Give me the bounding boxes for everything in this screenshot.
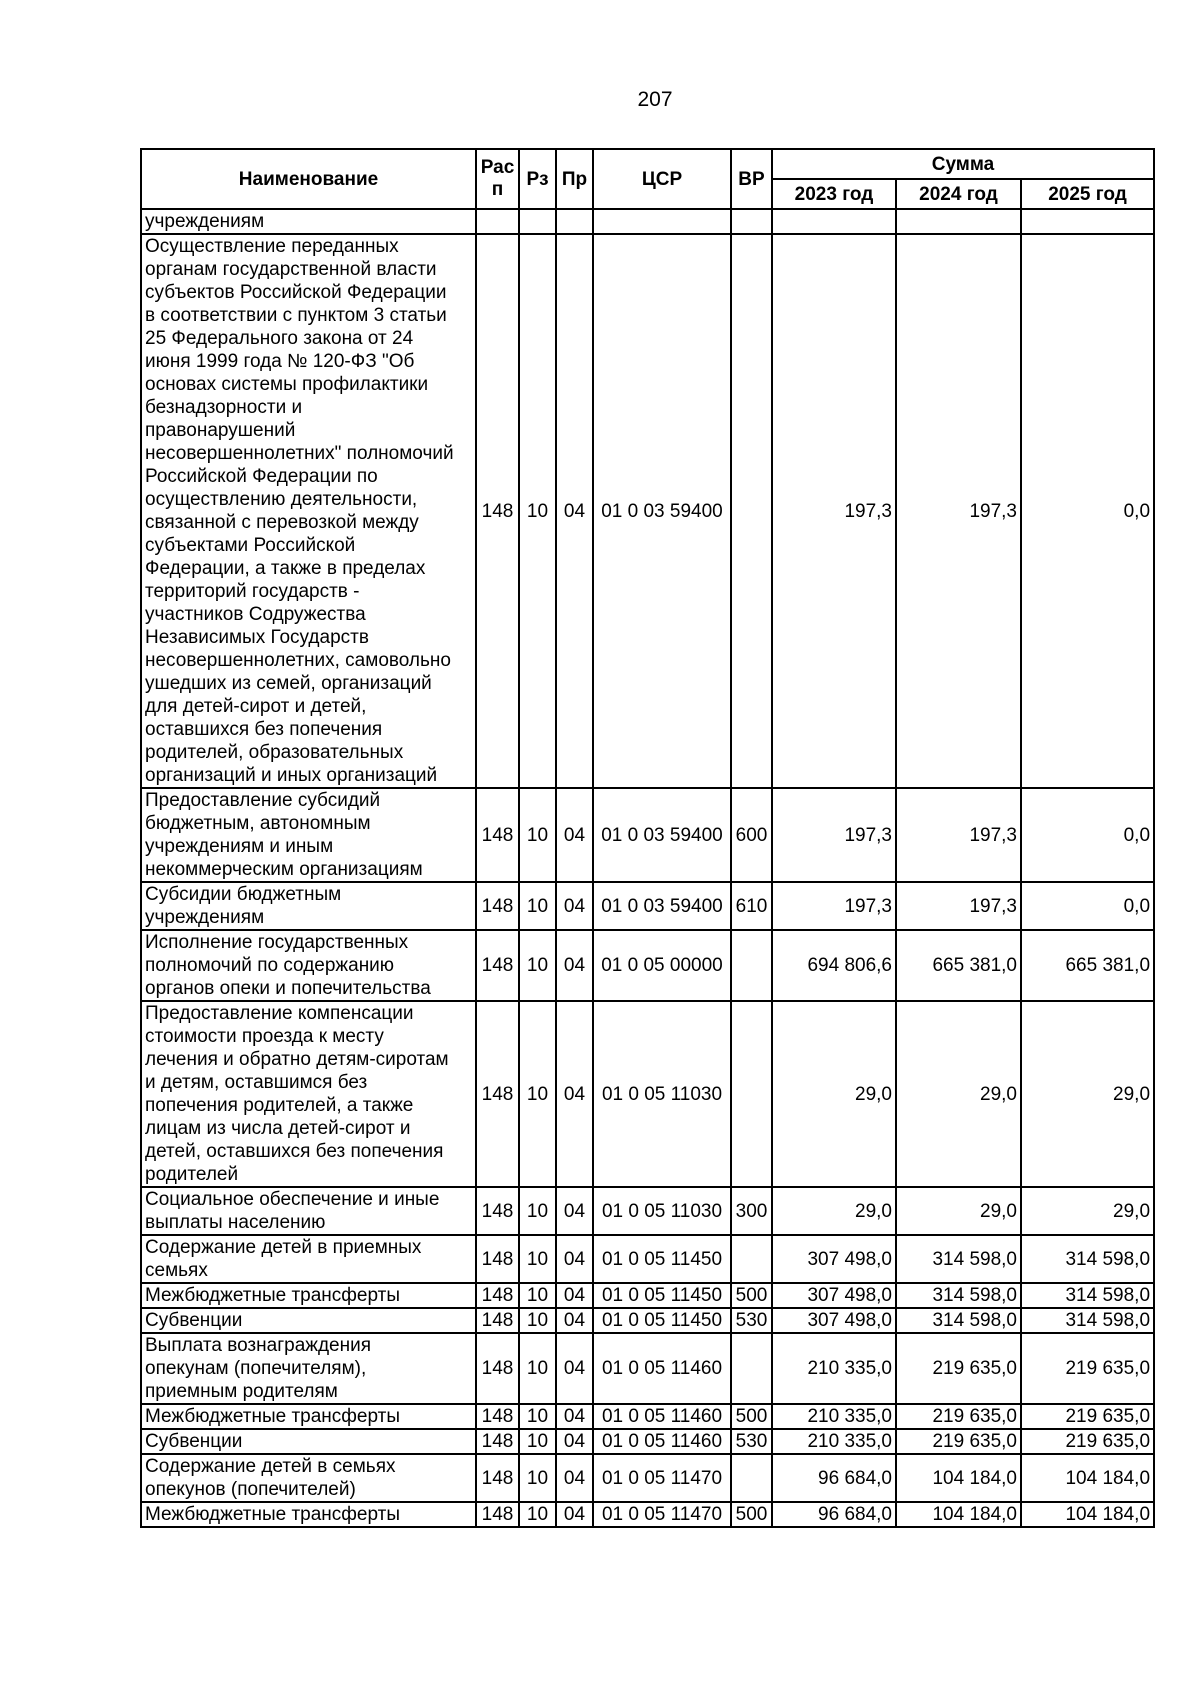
cell-2023: 29,0 xyxy=(772,1001,896,1187)
cell-rasp: 148 xyxy=(476,882,519,930)
cell-2025: 314 598,0 xyxy=(1021,1283,1154,1308)
table-row xyxy=(141,1308,1154,1333)
cell-pr: 04 xyxy=(556,1283,593,1308)
cell-2024: 314 598,0 xyxy=(896,1283,1021,1308)
cell-rz: 10 xyxy=(519,1283,556,1308)
cell-2023: 29,0 xyxy=(772,1187,896,1235)
table-row xyxy=(141,1235,1154,1283)
cell-pr: 04 xyxy=(556,1429,593,1454)
header-name: Наименование xyxy=(141,149,476,209)
header-row xyxy=(141,149,1154,179)
cell-vr: 500 xyxy=(731,1404,772,1429)
cell-rz: 10 xyxy=(519,1429,556,1454)
cell-csr: 01 0 05 11450 xyxy=(593,1235,731,1283)
cell-name: Предоставление компенсации стоимости проезда к месту лечения и обратно детям-сиротам и детям, оставшимся без попечения родителей, а также лицам из числа детей-сирот и детей, оставшихся без попечения родителей xyxy=(141,1001,476,1187)
cell-csr: 01 0 05 11460 xyxy=(593,1404,731,1429)
cell-csr: 01 0 05 11450 xyxy=(593,1308,731,1333)
cell-vr: 500 xyxy=(731,1283,772,1308)
cell-pr: 04 xyxy=(556,234,593,788)
cell-vr: 600 xyxy=(731,788,772,882)
cell-rz xyxy=(519,209,556,234)
table-row xyxy=(141,1333,1154,1404)
table-row xyxy=(141,1502,1154,1527)
cell-rasp xyxy=(476,209,519,234)
cell-rasp: 148 xyxy=(476,1308,519,1333)
table-row xyxy=(141,788,1154,882)
cell-2025: 0,0 xyxy=(1021,788,1154,882)
budget-table xyxy=(140,148,1155,1528)
cell-2023: 197,3 xyxy=(772,788,896,882)
table-row xyxy=(141,930,1154,1001)
cell-2025: 29,0 xyxy=(1021,1187,1154,1235)
cell-rasp: 148 xyxy=(476,234,519,788)
cell-vr: 530 xyxy=(731,1429,772,1454)
cell-2025: 314 598,0 xyxy=(1021,1308,1154,1333)
cell-pr: 04 xyxy=(556,1454,593,1502)
cell-rasp: 148 xyxy=(476,1333,519,1404)
cell-vr xyxy=(731,234,772,788)
cell-rz: 10 xyxy=(519,882,556,930)
cell-rz: 10 xyxy=(519,1308,556,1333)
header-csr: ЦСР xyxy=(593,149,731,209)
cell-name: Межбюджетные трансферты xyxy=(141,1502,476,1527)
cell-csr xyxy=(593,209,731,234)
cell-2023: 210 335,0 xyxy=(772,1404,896,1429)
table-row xyxy=(141,1187,1154,1235)
cell-name: Субсидии бюджетным учреждениям xyxy=(141,882,476,930)
cell-2023: 197,3 xyxy=(772,882,896,930)
table-row xyxy=(141,209,1154,234)
cell-pr: 04 xyxy=(556,1001,593,1187)
cell-rz: 10 xyxy=(519,1235,556,1283)
cell-2023: 307 498,0 xyxy=(772,1283,896,1308)
cell-rz: 10 xyxy=(519,1001,556,1187)
cell-2024: 197,3 xyxy=(896,788,1021,882)
cell-csr: 01 0 05 11030 xyxy=(593,1001,731,1187)
cell-name: Социальное обеспечение и иные выплаты населению xyxy=(141,1187,476,1235)
cell-2024 xyxy=(896,209,1021,234)
cell-vr xyxy=(731,930,772,1001)
cell-csr: 01 0 05 11460 xyxy=(593,1333,731,1404)
cell-name: Содержание детей в семьях опекунов (попечителей) xyxy=(141,1454,476,1502)
header-2024: 2024 год xyxy=(896,179,1021,209)
cell-2024: 314 598,0 xyxy=(896,1235,1021,1283)
cell-pr: 04 xyxy=(556,1404,593,1429)
cell-2023: 210 335,0 xyxy=(772,1429,896,1454)
cell-rz: 10 xyxy=(519,1404,556,1429)
cell-csr: 01 0 03 59400 xyxy=(593,234,731,788)
cell-2024: 197,3 xyxy=(896,882,1021,930)
cell-rasp: 148 xyxy=(476,1502,519,1527)
cell-2023: 96 684,0 xyxy=(772,1502,896,1527)
cell-pr: 04 xyxy=(556,1187,593,1235)
cell-name: Содержание детей в приемных семьях xyxy=(141,1235,476,1283)
cell-vr xyxy=(731,1235,772,1283)
cell-rz: 10 xyxy=(519,788,556,882)
cell-csr: 01 0 05 11460 xyxy=(593,1429,731,1454)
header-vr: ВР xyxy=(731,149,772,209)
cell-name: Осуществление переданных органам государственной власти субъектов Российской Федерации в соответствии с пунктом 3 статьи 25 Федерального закона от 24 июня 1999 года № 120-ФЗ "Об основах системы профилактики безнадзорности и правонарушений несовершеннолетних" полномочий Российской Федерации по осуществлению деятельности, связанной с перевозкой между субъектами Российской Федерации, а также в пределах территорий государств - участников Содружества Независимых Государств несовершеннолетних, самовольно ушедших из семей, организаций для детей-сирот и детей, оставшихся без попечения родителей, образовательных организаций и иных организаций xyxy=(141,234,476,788)
cell-2025: 104 184,0 xyxy=(1021,1454,1154,1502)
cell-rz: 10 xyxy=(519,234,556,788)
table-row xyxy=(141,1283,1154,1308)
cell-vr xyxy=(731,1001,772,1187)
cell-csr: 01 0 05 11030 xyxy=(593,1187,731,1235)
cell-csr: 01 0 05 00000 xyxy=(593,930,731,1001)
cell-2023: 197,3 xyxy=(772,234,896,788)
header-2025: 2025 год xyxy=(1021,179,1154,209)
cell-2025: 219 635,0 xyxy=(1021,1429,1154,1454)
cell-2025: 29,0 xyxy=(1021,1001,1154,1187)
cell-name: Предоставление субсидий бюджетным, автономным учреждениям и иным некоммерческим организациям xyxy=(141,788,476,882)
cell-rasp: 148 xyxy=(476,1283,519,1308)
cell-name: Субвенции xyxy=(141,1308,476,1333)
cell-vr: 530 xyxy=(731,1308,772,1333)
cell-rz: 10 xyxy=(519,1454,556,1502)
header-2023: 2023 год xyxy=(772,179,896,209)
cell-rasp: 148 xyxy=(476,1454,519,1502)
cell-2023: 210 335,0 xyxy=(772,1333,896,1404)
cell-2024: 29,0 xyxy=(896,1187,1021,1235)
cell-2024: 219 635,0 xyxy=(896,1429,1021,1454)
cell-pr: 04 xyxy=(556,1235,593,1283)
cell-vr: 610 xyxy=(731,882,772,930)
cell-rz: 10 xyxy=(519,1502,556,1527)
cell-2023: 307 498,0 xyxy=(772,1235,896,1283)
cell-pr xyxy=(556,209,593,234)
cell-rasp: 148 xyxy=(476,930,519,1001)
cell-vr: 300 xyxy=(731,1187,772,1235)
cell-csr: 01 0 05 11470 xyxy=(593,1502,731,1527)
cell-2023: 96 684,0 xyxy=(772,1454,896,1502)
cell-2025: 0,0 xyxy=(1021,234,1154,788)
table-row xyxy=(141,882,1154,930)
page-number: 207 xyxy=(637,88,673,111)
cell-rasp: 148 xyxy=(476,1187,519,1235)
cell-vr xyxy=(731,209,772,234)
header-rz: Рз xyxy=(519,149,556,209)
cell-pr: 04 xyxy=(556,930,593,1001)
cell-vr xyxy=(731,1333,772,1404)
cell-name: учреждениям xyxy=(141,209,476,234)
cell-csr: 01 0 05 11470 xyxy=(593,1454,731,1502)
header-pr: Пр xyxy=(556,149,593,209)
cell-2024: 665 381,0 xyxy=(896,930,1021,1001)
cell-pr: 04 xyxy=(556,1502,593,1527)
cell-vr xyxy=(731,1454,772,1502)
cell-2024: 104 184,0 xyxy=(896,1502,1021,1527)
table-row xyxy=(141,1454,1154,1502)
cell-pr: 04 xyxy=(556,788,593,882)
cell-2024: 197,3 xyxy=(896,234,1021,788)
cell-rz: 10 xyxy=(519,930,556,1001)
cell-2025: 219 635,0 xyxy=(1021,1333,1154,1404)
cell-vr: 500 xyxy=(731,1502,772,1527)
cell-2023: 307 498,0 xyxy=(772,1308,896,1333)
header-sum: Сумма xyxy=(772,149,1154,179)
table-row xyxy=(141,1429,1154,1454)
cell-2024: 314 598,0 xyxy=(896,1308,1021,1333)
cell-2024: 219 635,0 xyxy=(896,1333,1021,1404)
cell-2025 xyxy=(1021,209,1154,234)
cell-pr: 04 xyxy=(556,882,593,930)
cell-pr: 04 xyxy=(556,1308,593,1333)
cell-2023: 694 806,6 xyxy=(772,930,896,1001)
cell-csr: 01 0 03 59400 xyxy=(593,882,731,930)
cell-rasp: 148 xyxy=(476,1001,519,1187)
cell-2025: 104 184,0 xyxy=(1021,1502,1154,1527)
cell-rasp: 148 xyxy=(476,1404,519,1429)
cell-2024: 29,0 xyxy=(896,1001,1021,1187)
table-row xyxy=(141,1001,1154,1187)
cell-name: Исполнение государственных полномочий по содержанию органов опеки и попечительства xyxy=(141,930,476,1001)
cell-name: Межбюджетные трансферты xyxy=(141,1283,476,1308)
cell-name: Выплата вознаграждения опекунам (попечителям), приемным родителям xyxy=(141,1333,476,1404)
cell-2024: 104 184,0 xyxy=(896,1454,1021,1502)
header-rasp: Рас п xyxy=(476,149,519,209)
cell-name: Субвенции xyxy=(141,1429,476,1454)
cell-2025: 0,0 xyxy=(1021,882,1154,930)
table-row xyxy=(141,234,1154,788)
cell-csr: 01 0 05 11450 xyxy=(593,1283,731,1308)
cell-pr: 04 xyxy=(556,1333,593,1404)
table-row xyxy=(141,1404,1154,1429)
cell-rz: 10 xyxy=(519,1187,556,1235)
cell-name: Межбюджетные трансферты xyxy=(141,1404,476,1429)
cell-rz: 10 xyxy=(519,1333,556,1404)
cell-2025: 665 381,0 xyxy=(1021,930,1154,1001)
cell-rasp: 148 xyxy=(476,1429,519,1454)
cell-rasp: 148 xyxy=(476,788,519,882)
cell-2025: 314 598,0 xyxy=(1021,1235,1154,1283)
cell-rasp: 148 xyxy=(476,1235,519,1283)
cell-csr: 01 0 03 59400 xyxy=(593,788,731,882)
cell-2024: 219 635,0 xyxy=(896,1404,1021,1429)
cell-2023 xyxy=(772,209,896,234)
cell-2025: 219 635,0 xyxy=(1021,1404,1154,1429)
